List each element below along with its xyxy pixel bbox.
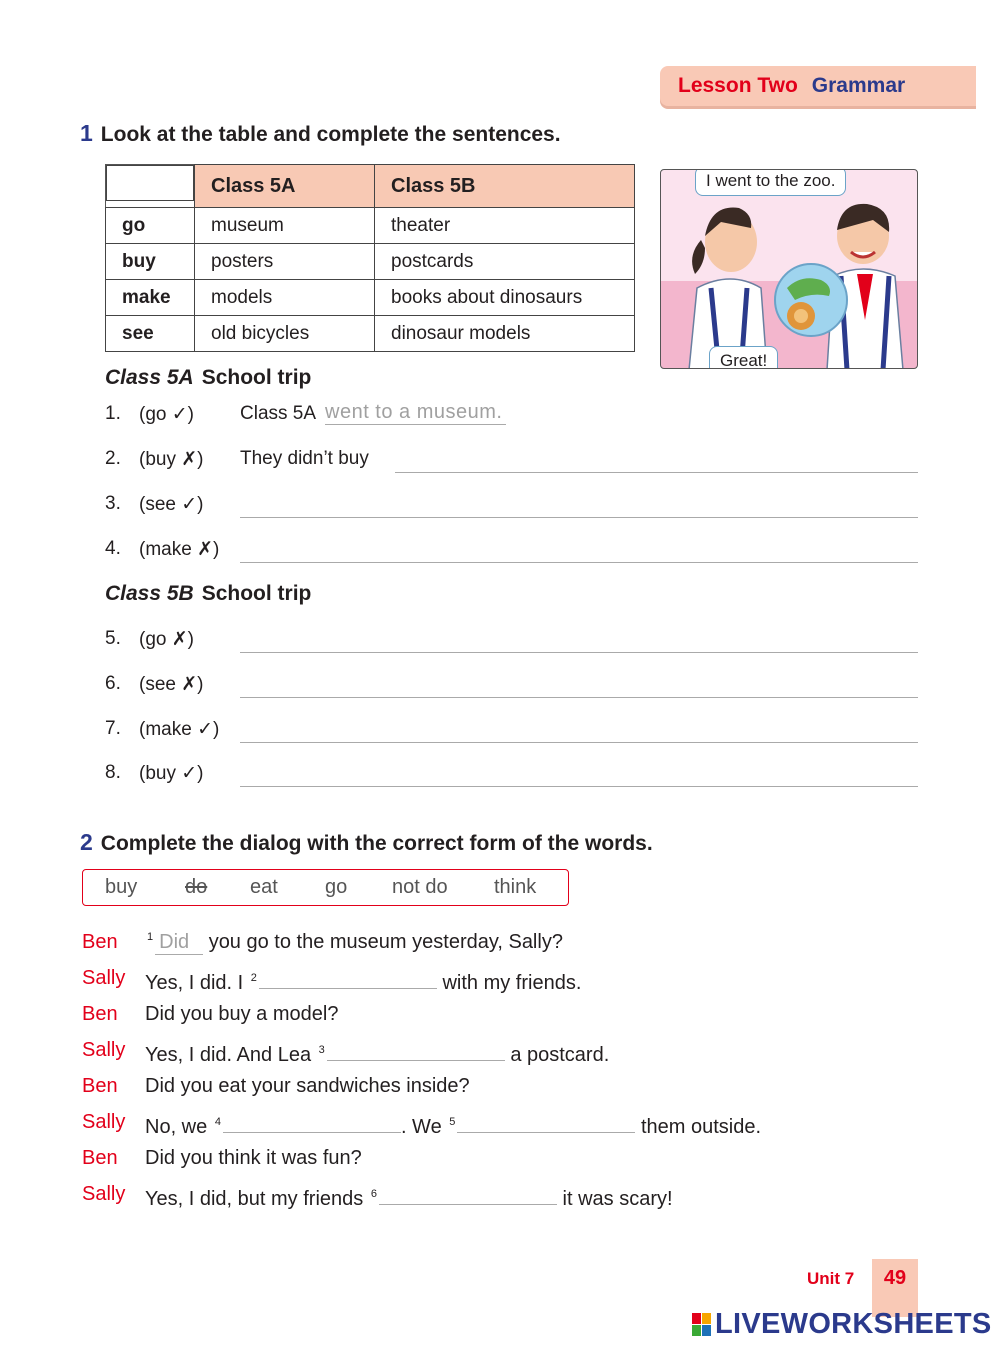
table-row [106, 316, 635, 352]
item-number: 8. [105, 762, 121, 783]
exercise-instruction: Complete the dialog with the correct form of the words. [100, 832, 653, 855]
item-cue: (make ✗) [139, 539, 220, 560]
blank-number: 5 [449, 1116, 456, 1129]
dialog-line [82, 1003, 802, 1033]
speech-bubble-bottom: Great! [709, 346, 778, 369]
item-number: 1. [105, 403, 121, 424]
sentence-item [105, 403, 918, 433]
word-bank-item: buy [105, 876, 138, 898]
trip-table [105, 164, 635, 352]
table-cell: dinosaur models [375, 316, 635, 352]
lesson-label: Lesson Two [678, 74, 798, 97]
exercise-2-title [80, 829, 653, 856]
speaker-name: Sally [82, 1039, 126, 1061]
table-cell: books about dinosaurs [375, 280, 635, 316]
item-number: 2. [105, 448, 121, 469]
answer-field[interactable] [240, 562, 918, 563]
sentence-item [105, 448, 918, 478]
exercise-number: 1 [80, 120, 93, 146]
speaker-name: Ben [82, 931, 118, 953]
girl-ponytail [692, 240, 705, 274]
dialog-line [82, 1147, 802, 1177]
table-cell: museum [195, 208, 375, 244]
class-5a-heading [105, 366, 311, 390]
item-cue: (see ✗) [139, 674, 204, 695]
speaker-name: Sally [82, 967, 126, 989]
word-bank-item: go [325, 876, 348, 898]
lesson-tab [660, 66, 976, 106]
table-header-cell: Class 5B [375, 165, 635, 208]
dialog-text: it was scary! [562, 1188, 673, 1210]
class-name: Class 5A [105, 366, 194, 389]
dialog-text: them outside. [640, 1116, 762, 1138]
brand-name: LIVEWORKSHEETS [715, 1308, 992, 1340]
trip-label: School trip [201, 366, 312, 389]
item-cue: (make ✓) [139, 719, 220, 740]
answer-field[interactable]: Did [155, 931, 203, 955]
item-number: 6. [105, 673, 121, 694]
answer-field[interactable] [240, 697, 918, 698]
class-name: Class 5B [105, 582, 194, 605]
word-bank-item: eat [250, 876, 278, 898]
page-number: 49 [872, 1259, 918, 1317]
answer-field[interactable] [327, 1039, 505, 1061]
table-cell: make [106, 280, 195, 316]
dialog-text: Yes, I did, but my friends [145, 1188, 364, 1210]
sentence-item [105, 628, 918, 658]
speech-bubble-top: I went to the zoo. [695, 169, 846, 196]
answer-field[interactable] [395, 472, 918, 473]
exercise-1-title [80, 120, 561, 147]
item-cue: (go ✗) [139, 629, 194, 650]
dialog-text: Did you buy a model? [145, 1003, 339, 1025]
boy-mouth [851, 252, 875, 257]
table-cell: old bicycles [195, 316, 375, 352]
speaker-name: Ben [82, 1147, 118, 1169]
dialog-line [82, 1075, 802, 1105]
answer-field[interactable] [240, 652, 918, 653]
table-cell: see [106, 316, 195, 352]
table-header-cell [106, 165, 194, 201]
table-cell: posters [195, 244, 375, 280]
answer-field[interactable] [457, 1111, 635, 1133]
blank-number: 1 [147, 931, 154, 944]
dialog-text: Yes, I did. And Lea [145, 1044, 312, 1066]
dialog-text: with my friends. [442, 972, 582, 994]
answer-field[interactable] [223, 1111, 401, 1133]
globe-lion-face [794, 309, 808, 323]
dialog-text: a postcard. [510, 1044, 610, 1066]
blank-number: 6 [370, 1188, 377, 1201]
table-row [106, 208, 635, 244]
answer-field[interactable] [240, 517, 918, 518]
answer-field[interactable]: went to a museum. [325, 401, 506, 425]
answer-field[interactable] [259, 967, 437, 989]
dialog-line [82, 1183, 802, 1213]
exercise-number: 2 [80, 829, 93, 855]
item-cue: (go ✓) [139, 404, 194, 425]
class-5b-heading [105, 582, 311, 606]
speaker-name: Sally [82, 1183, 126, 1205]
trip-label: School trip [201, 582, 312, 605]
sentence-item [105, 538, 918, 568]
blank-number: 2 [250, 972, 257, 985]
word-bank [82, 869, 569, 906]
item-cue: (buy ✓) [139, 763, 204, 784]
dialog-text: Yes, I did. I [145, 972, 244, 994]
brand-icon [692, 1313, 711, 1336]
table-cell: theater [375, 208, 635, 244]
word-bank-item: do [185, 876, 208, 898]
table-cell: buy [106, 244, 195, 280]
speaker-name: Sally [82, 1111, 126, 1133]
sentence-item [105, 493, 918, 523]
item-lead: They didn’t buy [240, 448, 369, 469]
word-bank-item: not do [392, 876, 448, 898]
table-header-row [106, 165, 635, 208]
sentence-item [105, 718, 918, 748]
answer-field[interactable] [240, 742, 918, 743]
sentence-item [105, 762, 918, 792]
dialog-line [82, 1111, 802, 1141]
speaker-name: Ben [82, 1075, 118, 1097]
item-number: 3. [105, 493, 121, 514]
dialog-text: No, we [145, 1116, 208, 1138]
item-number: 7. [105, 718, 121, 739]
dialog-text: you go to the museum yesterday, Sally? [208, 931, 563, 953]
item-number: 5. [105, 628, 121, 649]
dialog-line [82, 1039, 802, 1069]
answer-field[interactable] [240, 786, 918, 787]
table-cell: go [106, 208, 195, 244]
blank-number: 4 [214, 1116, 221, 1129]
illustration-students [660, 169, 918, 369]
table-header-cell: Class 5A [195, 165, 375, 208]
item-lead: Class 5A [240, 403, 317, 424]
answer-field[interactable] [379, 1183, 557, 1205]
exercise-instruction: Look at the table and complete the sentences. [100, 123, 561, 146]
word-bank-item: think [494, 876, 537, 898]
speaker-name: Ben [82, 1003, 118, 1025]
table-row [106, 244, 635, 280]
section-label: Grammar [811, 74, 906, 97]
item-number: 4. [105, 538, 121, 559]
dialog-text: Did you eat your sandwiches inside? [145, 1075, 470, 1097]
table-cell: models [195, 280, 375, 316]
brand-logo[interactable] [692, 1308, 992, 1341]
blank-number: 3 [318, 1044, 325, 1057]
dialog-text: . We [400, 1116, 442, 1138]
unit-label: Unit 7 [807, 1269, 855, 1288]
dialog-line [82, 931, 802, 961]
dialog-line [82, 967, 802, 997]
item-cue: (see ✓) [139, 494, 204, 515]
sentence-item [105, 673, 918, 703]
students-drawing [661, 170, 918, 369]
dialog-text: Did you think it was fun? [145, 1147, 362, 1169]
table-row [106, 280, 635, 316]
table-cell: postcards [375, 244, 635, 280]
item-cue: (buy ✗) [139, 449, 204, 470]
